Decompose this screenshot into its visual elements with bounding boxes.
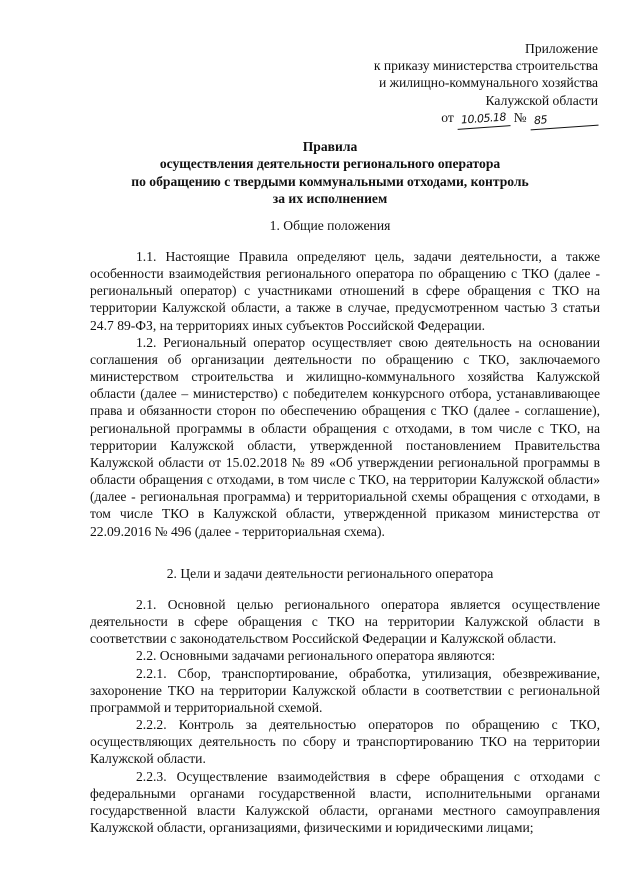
paragraph: 2.2.1. Сбор, транспортирование, обработка, утилизация, обезвреживание, захоронение ТКО на территории Калужской области в соответствии с региональной программой и территориальной схемой. — [90, 665, 600, 715]
section-heading-1: 1. Общие положения — [269, 218, 391, 233]
appendix-block — [330, 40, 598, 128]
paragraph: 2.2.2. Контроль за деятельностью операторов по обращению с ТКО, осуществляющих деятельность по сбору и транспортированию ТКО на территории Калужской области. — [90, 717, 600, 767]
paragraph: 2.1. Основной целью регионального оператора является осуществление деятельности в сфере обращения с ТКО на территории Калужской области в соответствии с законодательством Российской Федерации и Калужской области. — [90, 597, 600, 647]
title-line: за их исполнением — [272, 190, 388, 206]
appendix-line: к приказу министерства строительства — [373, 58, 598, 74]
number-prefix: № — [513, 109, 527, 125]
order-date-line — [330, 109, 598, 128]
section-2-body — [90, 596, 600, 836]
paragraph: 2.2. Основными задачами регионального оператора являются: — [136, 648, 496, 664]
date-prefix: от — [441, 109, 454, 125]
title-line: по обращению с твердыми коммунальными отходами, контроль — [131, 173, 529, 189]
section-heading-2: 2. Цели и задачи деятельности регионального оператора — [166, 566, 494, 581]
paragraph: 1.2. Региональный оператор осуществляет свою деятельность на основании соглашения об организации деятельности по обращению с ТКО, заключаемого министерством строительства и жилищно-коммунального хозяйства Калужской области (далее – министерство) с победителем конкурсного отбора, устанавливающее права и обязанности сторон по обеспечению обращения с ТКО (далее - соглашение), региональной программы в области обращения с отходами, в том числе с ТКО, на территории Калужской области, утвержденной постановлением Правительства Калужской области от 15.02.2018 № 89 «Об утверждении региональной программы в области обращения с отходами, в том числе с ТКО, на территории Калужской области» (далее - региональная программа) и территориальной схемы обращения с отходами, в том числе ТКО в Калужской области, утвержденной приказом министерства от 22.09.2016 № 496 (далее - территориальная схема). — [90, 334, 600, 539]
appendix-line: Приложение — [525, 41, 598, 56]
paragraph: 1.1. Настоящие Правила определяют цель, задачи деятельности, а также особенности взаимодействия регионального оператора по обращению с ТКО (далее - региональный оператор) с участниками отношений в сфере обращения с ТКО на территории Калужской области, а также в случае, предусмотренном частью 3 статьи 24.7 89-ФЗ, на территориях иных субъектов Российской Федерации. — [90, 249, 600, 333]
title-line: Правила — [302, 139, 358, 154]
appendix-line: и жилищно-коммунального хозяйства — [378, 75, 598, 91]
handwritten-date: 10.05.18 — [457, 108, 511, 130]
handwritten-number: 85 — [529, 107, 598, 130]
document-title — [60, 138, 600, 207]
title-line: осуществления деятельности регионального оператора — [159, 156, 501, 172]
paragraph: 2.2.3. Осуществление взаимодействия в сфере обращения с отходами с федеральными органами государственной власти, исполнительными органами государственной власти Калужской области, органами местного самоуправления Калужской области, организациями, физическими и юридическими лицами; — [90, 768, 600, 836]
section-1-body — [90, 248, 600, 540]
appendix-line: Калужской области — [485, 92, 598, 108]
